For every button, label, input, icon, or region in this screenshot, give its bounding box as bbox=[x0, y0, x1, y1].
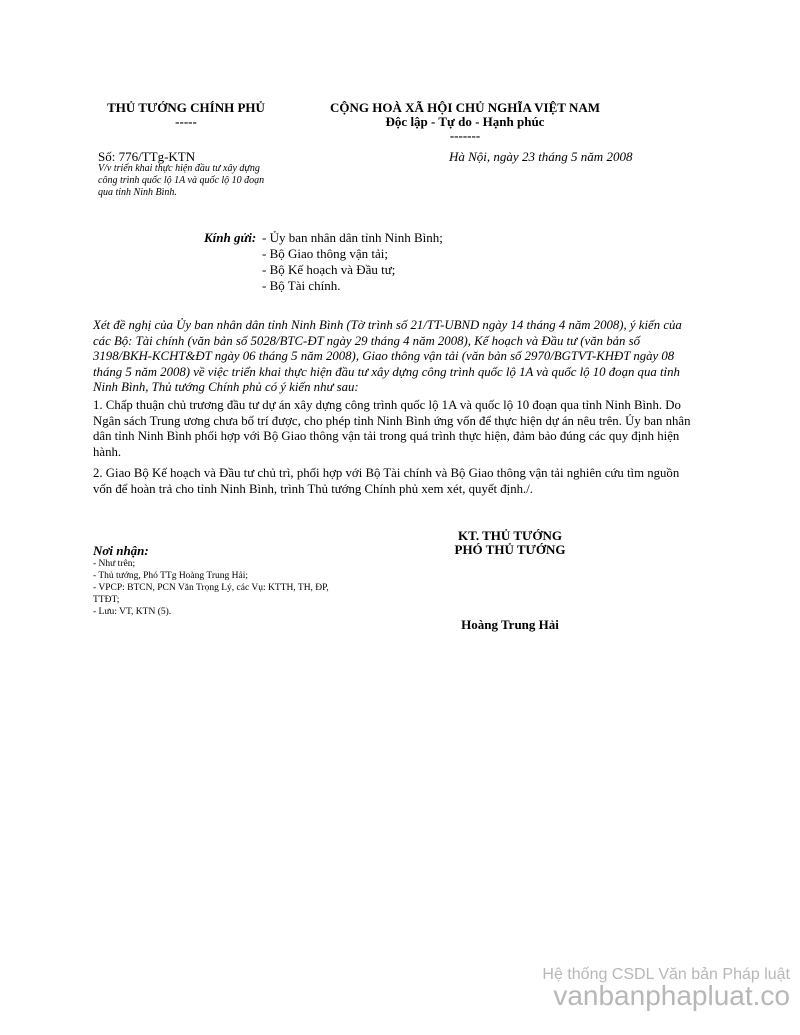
item-2-line: vốn để hoàn trả cho tỉnh Ninh Bình, trình Thủ tướng Chính phủ xem xét, quyết định./. bbox=[93, 481, 533, 496]
place-and-date: Hà Nội, ngày 23 tháng 5 năm 2008 bbox=[449, 149, 633, 164]
recipient-item: - Ủy ban nhân dân tỉnh Ninh Bình; bbox=[262, 230, 443, 245]
document-number: Số: 776/TTg-KTN bbox=[98, 149, 196, 164]
intro-line: tháng 5 năm 2008) về việc triển khai thực hiện đầu tư xây dựng công trình quốc lộ 1A và quốc lộ 10 đoạn qua tỉnh bbox=[93, 364, 680, 379]
subject-line: qua tỉnh Ninh Bình. bbox=[98, 187, 177, 198]
recipient-item: - Bộ Tài chính. bbox=[262, 278, 341, 293]
intro-line: các Bộ: Tài chính (văn bản số 5028/BTC-ĐT ngày 29 tháng 4 năm 2008), Kế hoạch và Đầu tư (văn bản số bbox=[93, 333, 641, 348]
distribution-item: - Như trên; bbox=[93, 559, 136, 569]
intro-line: Ninh Bình, Thủ tướng Chính phủ có ý kiến như sau: bbox=[93, 380, 359, 394]
distribution-item: - Lưu: VT, KTN (5). bbox=[93, 607, 172, 617]
intro-paragraph bbox=[93, 318, 733, 396]
intro-line: 3198/BKH-KCHT&ĐT ngày 06 tháng 5 năm 2008), Giao thông vận tải (văn bản số 2970/BGTVT-KHĐT ngày 08 bbox=[93, 349, 675, 363]
intro-line: Xét đề nghị của Ủy ban nhân dân tỉnh Ninh Bình (Tờ trình số 21/TT-UBND ngày 14 tháng 4 năm 2008), ý kiến của bbox=[93, 318, 682, 332]
recipient-item: - Bộ Giao thông vận tải; bbox=[262, 246, 389, 261]
national-title: CỘNG HOÀ XÃ HỘI CHỦ NGHĨA VIỆT NAM bbox=[329, 100, 601, 115]
item-2-line: 2. Giao Bộ Kế hoạch và Đầu tư chủ trì, phối hợp với Bộ Tài chính và Bộ Giao thông vận tải nghiên cứu tìm nguồn bbox=[93, 466, 680, 480]
recipients-label: Kính gửi: bbox=[204, 230, 257, 245]
item-2-paragraph bbox=[93, 466, 733, 497]
item-1-line: Ngân sách Trung ương chưa bố trí được, cho phép tỉnh Ninh Bình ứng vốn để thực hiện dự án nêu trên. Ủy ban nhân bbox=[93, 413, 691, 428]
document-subject bbox=[98, 163, 298, 199]
motto-rule: ------- bbox=[449, 128, 481, 143]
distribution-list bbox=[93, 558, 383, 618]
distribution-item: - VPCP: BTCN, PCN Văn Trọng Lý, các Vụ: KTTH, TH, ĐP, bbox=[93, 583, 329, 593]
item-1-paragraph bbox=[93, 398, 733, 460]
watermark-line-2: vanbanphapluat.co bbox=[553, 980, 790, 1011]
watermark-line-1: Hệ thống CSDL Văn bản Pháp luật bbox=[542, 966, 790, 983]
agency-rule: ----- bbox=[175, 114, 197, 129]
recipient-item: - Bộ Kế hoạch và Đầu tư; bbox=[262, 262, 396, 277]
signature-title-1: KT. THỦ TƯỚNG bbox=[458, 528, 562, 543]
distribution-item: - Thủ tướng, Phó TTg Hoàng Trung Hải; bbox=[93, 571, 248, 581]
item-1-line: hành. bbox=[93, 444, 122, 459]
subject-line: V/v triển khai thực hiện đầu tư xây dựng bbox=[98, 163, 260, 174]
national-motto: Độc lập - Tự do - Hạnh phúc bbox=[385, 114, 545, 129]
issuing-agency: THỦ TƯỚNG CHÍNH PHỦ bbox=[107, 100, 265, 115]
distribution-item: TTĐT; bbox=[93, 595, 120, 605]
subject-line: công trình quốc lộ 1A và quốc lộ 10 đoạn bbox=[98, 175, 265, 186]
item-1-line: 1. Chấp thuận chủ trương đầu tư dự án xây dựng công trình quốc lộ 1A và quốc lộ 10 đoạn qua tỉnh Ninh Bình. Do bbox=[93, 398, 681, 412]
signature-title-2: PHÓ THỦ TƯỚNG bbox=[454, 542, 566, 557]
signer-name: Hoàng Trung Hải bbox=[461, 617, 559, 632]
item-1-line: dân tỉnh Ninh Bình phối hợp với Bộ Giao thông vận tải trong quá trình thực hiện, đảm bảo đúng các quy định hiện bbox=[93, 429, 680, 443]
distribution-label: Nơi nhận: bbox=[93, 543, 149, 558]
recipients-list bbox=[262, 230, 443, 294]
